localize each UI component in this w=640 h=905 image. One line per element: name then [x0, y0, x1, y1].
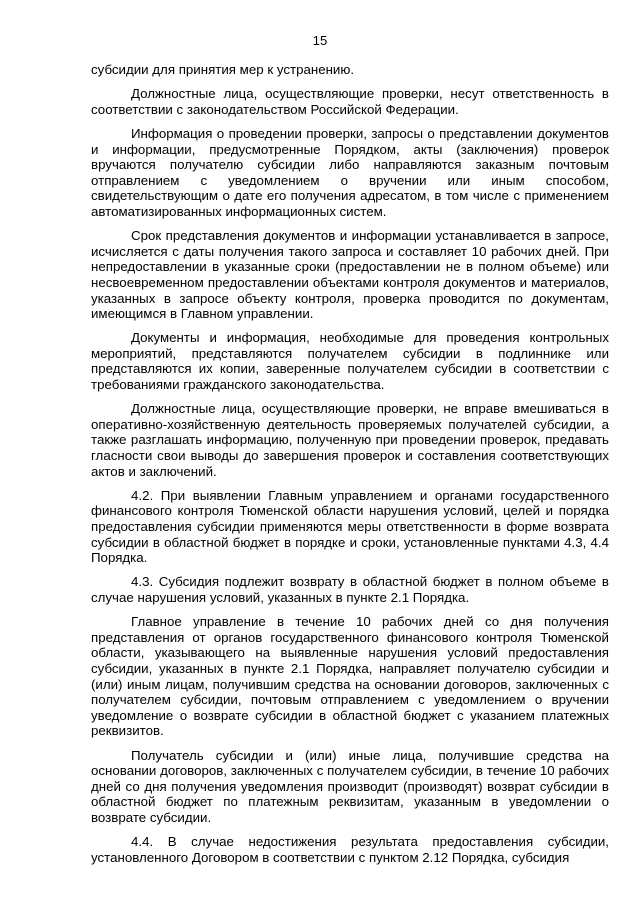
paragraph-section-4-2: 4.2. При выявлении Главным управлением и органами государственного финансового контроля Тюменской области нарушения условий, целей и порядка предоставления субсидии применяются меры ответственности в форме возврата субсидии в областной бюджет в порядке и сроки, установленные пунктами 4.3, 4.4 Порядка.: [91, 487, 609, 566]
paragraph-inspection-information: Информация о проведении проверки, запросы о представлении документов и информации, предусмотренные Порядком, акты (заключения) проверок вручаются получателю субсидии либо направляются заказным почтовым отправлением с уведомлением о вручении или иным способом, свидетельствующим о дате его получения адресатом, в том числе с применением автоматизированных информационных систем.: [91, 125, 609, 219]
paragraph-section-4-3: 4.3. Субсидия подлежит возврату в областной бюджет в полном объеме в случае нарушения условий, указанных в пункте 2.1 Порядка.: [91, 574, 609, 605]
paragraph-section-4-4: 4.4. В случае недостижения результата предоставления субсидии, установленного Договором в соответствии с пунктом 2.12 Порядка, субсидия: [91, 834, 609, 865]
paragraph-liability: Должностные лица, осуществляющие проверки, несут ответственность в соответствии с законодательством Российской Федерации.: [91, 86, 609, 117]
paragraph-return-notice: Главное управление в течение 10 рабочих дней со дня получения представления от органов государственного финансового контроля Тюменской области, указывающего на выявленные нарушения условий предоставления субсидии, указанных в пункте 2.1 Порядка, направляет получателю субсидии и (или) иным лицам, получившим средства на основании договоров, заключенных с получателем субсидии, почтовым отправлением с уведомлением о вручении уведомление о возврате субсидии в областной бюджет с указанием платежных реквизитов.: [91, 614, 609, 739]
paragraph-inspector-restrictions: Должностные лица, осуществляющие проверки, не вправе вмешиваться в оперативно-хозяйственную деятельность проверяемых получателей субсидии, а также разглашать информацию, полученную при проведении проверок, предавать гласности свои выводы до завершения проверок и составления соответствующих актов и заключений.: [91, 401, 609, 479]
document-body: [91, 62, 609, 865]
paragraph-documents-originals: Документы и информация, необходимые для проведения контрольных мероприятий, представляются получателем субсидии в подлиннике или представляются их копии, заверенные получателем субсидии в соответствии с требованиями гражданского законодательства.: [91, 330, 609, 393]
paragraph-continuation: субсидии для принятия мер к устранению.: [91, 62, 355, 77]
paragraph-document-deadline: Срок представления документов и информации устанавливается в запросе, исчисляется с даты получения такого запроса и составляет 10 рабочих дней. При непредоставлении в указанные сроки (предоставлении не в полном объеме) или несвоевременном предоставлении объектами контроля документов и материалов, указанных в запросе объекту контроля, проверка проводится по документам, имеющимся в Главном управлении.: [91, 228, 609, 322]
page-number: 15: [312, 33, 328, 48]
paragraph-return-payment: Получатель субсидии и (или) иные лица, получившие средства на основании договоров, заключенных с получателем субсидии, в течение 10 рабочих дней со дня получения уведомления производит (производят) возврат субсидии в областной бюджет по платежным реквизитам, указанным в уведомлении о возврате субсидии.: [91, 747, 609, 825]
